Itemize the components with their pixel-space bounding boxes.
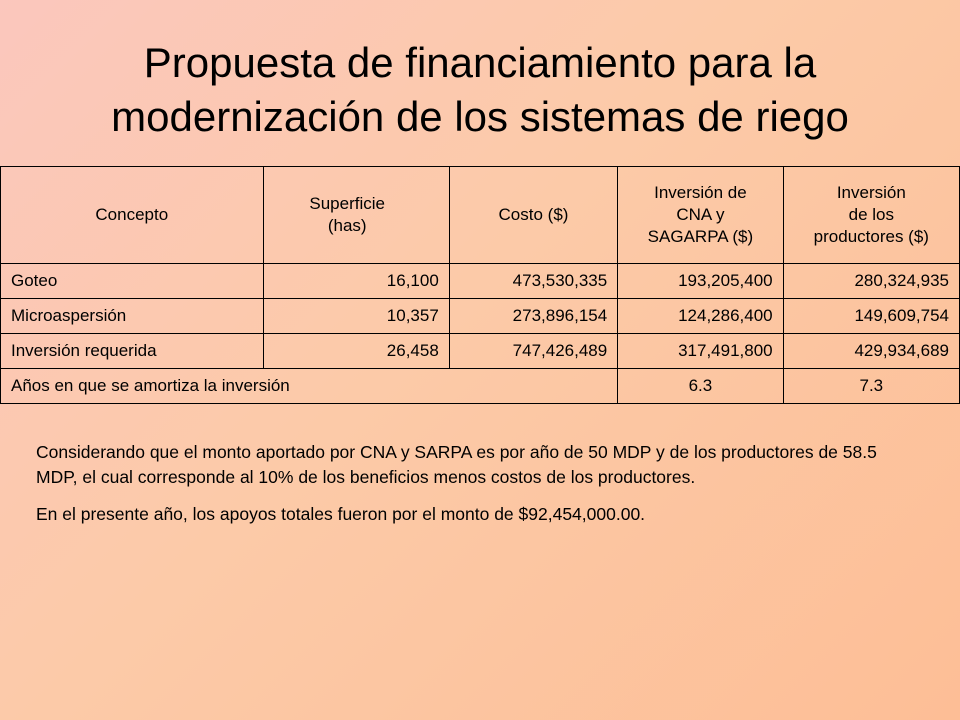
- header-concepto: Concepto: [1, 167, 264, 264]
- cell-amortization-cna: 6.3: [618, 369, 783, 404]
- financing-table: [0, 166, 960, 404]
- table-row-amortization: [1, 369, 960, 404]
- cell-inversion-productores: 280,324,935: [783, 264, 959, 299]
- header-superficie: Superficie (has): [263, 167, 449, 264]
- page-title: [0, 36, 960, 144]
- cell-inversion-productores: 149,609,754: [783, 299, 959, 334]
- header-inversion-productores: Inversión de los productores ($): [783, 167, 959, 264]
- table-header-row: [1, 167, 960, 264]
- header-costo: Costo ($): [449, 167, 617, 264]
- cell-inversion-cna: 317,491,800: [618, 334, 783, 369]
- title-line-2: modernización de los sistemas de riego: [111, 93, 849, 140]
- cell-amortization-label: Años en que se amortiza la inversión: [1, 369, 618, 404]
- cell-concepto: Inversión requerida: [1, 334, 264, 369]
- cell-inversion-cna: 193,205,400: [618, 264, 783, 299]
- cell-inversion-productores: 429,934,689: [783, 334, 959, 369]
- cell-superficie: 16,100: [263, 264, 449, 299]
- cell-superficie: 26,458: [263, 334, 449, 369]
- cell-concepto: Goteo: [1, 264, 264, 299]
- table-row: [1, 264, 960, 299]
- note-paragraph: En el presente año, los apoyos totales fueron por el monto de $92,454,000.00.: [36, 504, 646, 524]
- cell-costo: 473,530,335: [449, 264, 617, 299]
- notes: [36, 440, 916, 539]
- table-row: [1, 299, 960, 334]
- cell-costo: 747,426,489: [449, 334, 617, 369]
- cell-amortization-productores: 7.3: [783, 369, 959, 404]
- note-paragraph: Considerando que el monto aportado por CNA y SARPA es por año de 50 MDP y de los productores de 58.5 MDP, el cual corresponde al 10% de los beneficios menos costos de los productores.: [36, 442, 877, 487]
- cell-costo: 273,896,154: [449, 299, 617, 334]
- title-line-1: Propuesta de financiamiento para la: [143, 39, 817, 86]
- header-inversion-cna: Inversión de CNA y SAGARPA ($): [618, 167, 783, 264]
- cell-inversion-cna: 124,286,400: [618, 299, 783, 334]
- table-row: [1, 334, 960, 369]
- cell-superficie: 10,357: [263, 299, 449, 334]
- cell-concepto: Microaspersión: [1, 299, 264, 334]
